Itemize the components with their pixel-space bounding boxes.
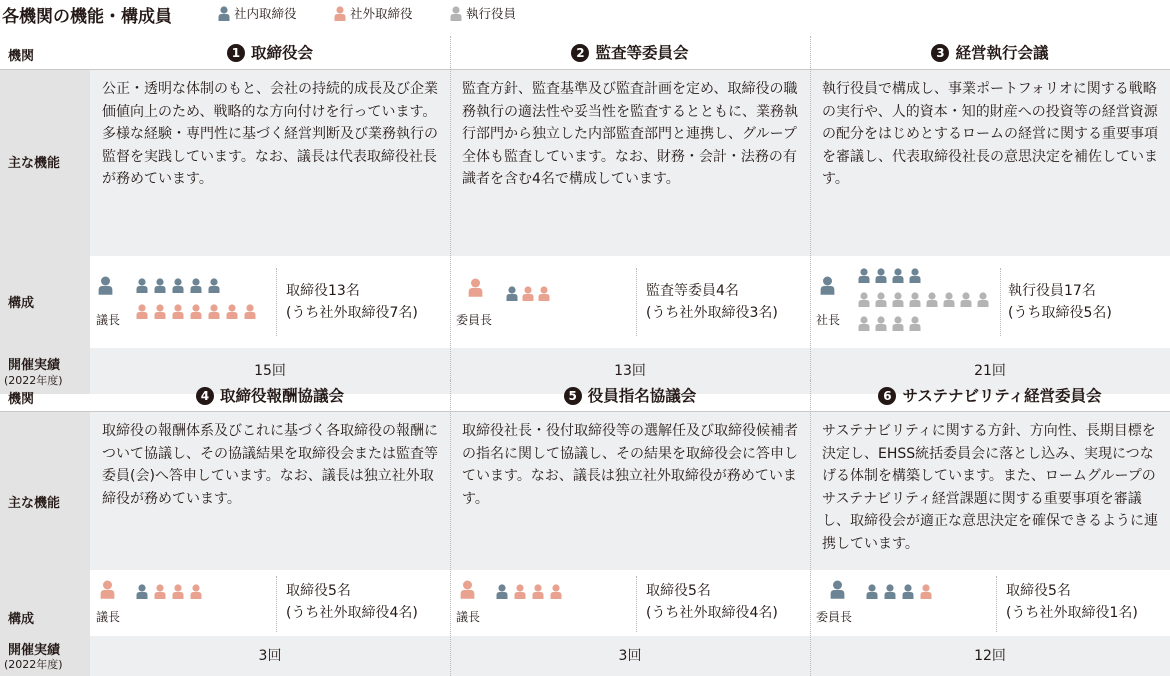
member-icons: [866, 584, 946, 604]
executive-person-icon: [910, 292, 921, 307]
external-person-icon: [101, 581, 115, 599]
meetings-executive-meeting: 21回: [810, 348, 1170, 394]
meetings-sustainability: 12回: [810, 636, 1170, 676]
chair-role: 議長: [456, 610, 481, 624]
chair-role: 委員長: [456, 313, 493, 327]
internal-person-icon: [867, 584, 878, 599]
internal-person-icon: [821, 277, 835, 295]
organization-table-2: [0, 380, 1170, 676]
executive-person-icon: [876, 316, 887, 331]
meetings-remuneration: 3回: [90, 636, 450, 676]
meetings-nomination: 3回: [450, 636, 810, 676]
internal-person-icon: [507, 286, 518, 301]
func-audit-committee: 監査方針、監査基準及び監査計画を定め、取締役の職務執行の適法性や妥当性を監査するとともに、業務執行部門から独立した内部監査部門と連携し、グループ全体も監査しています。なお、財務・会計・法務の有識者を含む4名で構成しています。: [450, 70, 810, 256]
func-executive-meeting: 執行役員で構成し、事業ポートフォリオに関する戦略の実行や、人的資本・知的財産への投資等の経営資源の配分をはじめとするロームの経営に関する重要事項を審議し、代表取締役社長の意思決定を補佐しています。: [810, 70, 1170, 256]
external-person-icon: [921, 584, 932, 599]
func-nomination: 取締役社長・役付取締役等の選解任及び取締役候補者の指名に関して協議し、その結果を取締役会に答申しています。なお、議長は独立社外取締役が務めています。: [450, 412, 810, 596]
external-person-icon: [533, 584, 544, 599]
internal-person-icon: [885, 584, 896, 599]
external-person-icon: [515, 584, 526, 599]
person-icon: [218, 6, 230, 21]
external-person-icon: [155, 584, 166, 599]
func-sustainability: サステナビリティに関する方針、方向性、長期目標を決定し、EHSS統括委員会に落とし込み、実現につなげる体制を構築しています。また、ロームグループのサステナビリティ経営課題に関する重要事項を審議し、取締役会が適正な意思決定を確保できるように連携しています。: [810, 412, 1170, 596]
executive-person-icon: [893, 316, 904, 331]
internal-person-icon: [155, 278, 166, 293]
comp-board: [90, 256, 450, 348]
legend-internal-director: [218, 4, 297, 22]
internal-person-icon: [859, 268, 870, 283]
page-title: 各機関の機能・構成員: [2, 7, 172, 27]
executive-person-icon: [859, 292, 870, 307]
chair-role: 社長: [816, 313, 841, 327]
chair-icon: [98, 276, 112, 294]
legend-executive-officer: [450, 4, 516, 22]
org-title-executive-meeting: 3 経営執行会議: [810, 36, 1170, 70]
legend-label: 執行役員: [466, 6, 517, 21]
member-icons: [506, 286, 576, 306]
external-person-icon: [191, 304, 202, 319]
meetings-audit-committee: 13回: [450, 348, 810, 394]
external-person-icon: [461, 581, 475, 599]
internal-person-icon: [209, 278, 220, 293]
external-person-icon: [227, 304, 238, 319]
executive-person-icon: [978, 292, 989, 307]
meetings-board: 15回: [90, 348, 450, 394]
external-person-icon: [191, 584, 202, 599]
chair-role: 議長: [96, 313, 121, 327]
internal-person-icon: [137, 278, 148, 293]
internal-person-icon: [831, 581, 845, 599]
chair-icon: [820, 276, 834, 294]
comp-summary: 取締役5名 (うち社外取締役4名): [286, 583, 418, 621]
chair-icon: [100, 580, 114, 598]
organization-table-1: [0, 36, 1170, 387]
external-person-icon: [209, 304, 220, 319]
chair-role: 議長: [96, 610, 121, 624]
external-person-icon: [137, 304, 148, 319]
external-person-icon: [523, 286, 534, 301]
external-person-icon: [551, 584, 562, 599]
comp-summary: 取締役5名 (うち社外取締役1名): [1006, 583, 1138, 621]
internal-person-icon: [137, 584, 148, 599]
executive-person-icon: [876, 292, 887, 307]
row-label-comp: 構成: [0, 256, 90, 348]
row-label-org: 機関: [8, 392, 35, 407]
member-icons: [496, 584, 576, 604]
executive-person-icon: [910, 316, 921, 331]
chair-icon: [468, 278, 482, 296]
external-person-icon: [469, 279, 483, 297]
member-icons: [136, 584, 216, 604]
func-remuneration: 取締役の報酬体系及びこれに基づく各取締役の報酬について協議し、その協議結果を取締役会または監査等委員(会)へ答申しています。なお、議長は独立社外取締役が務めています。: [90, 412, 450, 596]
person-icon: [334, 6, 346, 21]
chair-icon: [830, 580, 844, 598]
internal-person-icon: [173, 278, 184, 293]
row-label-func: 主な機能: [0, 412, 90, 596]
external-person-icon: [539, 286, 550, 301]
legend-label: 社内取締役: [234, 6, 297, 21]
external-person-icon: [173, 584, 184, 599]
legend-external-director: [334, 4, 413, 22]
comp-sustainability: [810, 570, 1170, 640]
external-person-icon: [245, 304, 256, 319]
external-person-icon: [155, 304, 166, 319]
org-title-sustainability: 6 サステナビリティ経営委員会: [810, 380, 1170, 412]
chair-icon: [460, 580, 474, 598]
org-title-audit-committee: 2 監査等委員会: [450, 36, 810, 70]
internal-person-icon: [99, 277, 113, 295]
executive-person-icon: [944, 292, 955, 307]
executive-person-icon: [961, 292, 972, 307]
org-title-remuneration: 4 取締役報酬協議会: [90, 380, 450, 412]
comp-executive-meeting: [810, 256, 1170, 348]
external-person-icon: [173, 304, 184, 319]
legend-label: 社外取締役: [350, 6, 413, 21]
comp-summary: 取締役5名 (うち社外取締役4名): [646, 583, 778, 621]
executive-person-icon: [927, 292, 938, 307]
internal-person-icon: [903, 584, 914, 599]
chair-role: 委員長: [816, 610, 853, 624]
comp-audit-committee: [450, 256, 810, 348]
row-label-func: 主な機能: [0, 70, 90, 256]
internal-person-icon: [893, 268, 904, 283]
header: [0, 0, 1170, 28]
internal-person-icon: [497, 584, 508, 599]
comp-remuneration: [90, 570, 450, 640]
row-label-comp: 構成: [0, 596, 90, 640]
row-label-meetings: 開催実績 (2022年度): [0, 636, 90, 676]
internal-person-icon: [876, 268, 887, 283]
comp-summary: 取締役13名 (うち社外取締役7名): [286, 283, 418, 321]
comp-summary: 監査等委員4名 (うち社外取締役3名): [646, 283, 778, 321]
internal-person-icon: [910, 268, 921, 283]
member-icons: [858, 268, 1008, 348]
comp-nomination: [450, 570, 810, 640]
func-board: 公正・透明な体制のもと、会社の持続的成長及び企業価値向上のため、戦略的な方向付けを行っています。多様な経験・専門性に基づく経営判断及び業務執行の監督を実践しています。なお、議長は代表取締役社長が務めています。: [90, 70, 450, 256]
internal-person-icon: [191, 278, 202, 293]
executive-person-icon: [893, 292, 904, 307]
row-label-org: 機関: [8, 49, 35, 64]
org-title-board: 1 取締役会: [90, 36, 450, 70]
member-icons: [136, 278, 276, 328]
org-title-nomination: 5 役員指名協議会: [450, 380, 810, 412]
row-label-meetings: 開催実績 (2022年度): [0, 348, 90, 394]
executive-person-icon: [859, 316, 870, 331]
person-icon: [450, 6, 462, 21]
comp-summary: 執行役員17名 (うち取締役5名): [1008, 283, 1112, 321]
